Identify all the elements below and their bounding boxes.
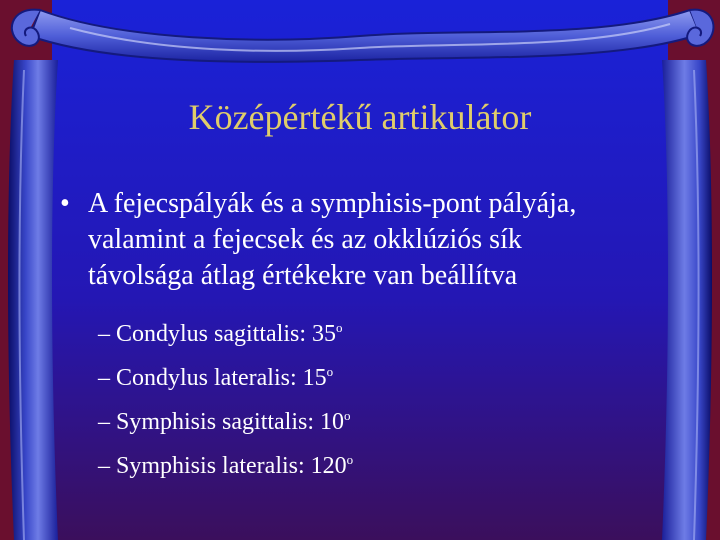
degree-sup: o xyxy=(346,452,354,467)
sub-item-dash: – xyxy=(98,453,110,479)
sub-item-condylus-sagittalis xyxy=(98,309,353,353)
sub-item-dash: – xyxy=(98,409,110,435)
bullet-text: A fejecspályák és a symphisis-pont pályája, valamint a fejecsek és az okklúziós sík távolsága átlag értékekre van beállítva xyxy=(88,188,577,291)
sub-item-label: Condylus sagittalis: 35 xyxy=(116,321,337,347)
sub-item-label: Condylus lateralis: 15 xyxy=(116,365,327,391)
sub-item-dash: – xyxy=(98,365,110,391)
degree-sup: o xyxy=(326,364,334,379)
bullet-marker: • xyxy=(60,188,70,219)
right-scroll-rod xyxy=(662,60,712,540)
slide-title: Középértékű artikulátor xyxy=(188,97,532,137)
sub-item-symphisis-sagittalis xyxy=(98,397,353,441)
degree-sup: o xyxy=(344,408,351,423)
sub-item-dash: – xyxy=(98,321,110,347)
degree-sup: o xyxy=(336,320,343,335)
left-scroll-rod xyxy=(8,60,58,540)
sub-item-label: Symphisis sagittalis: 10 xyxy=(116,409,345,435)
sub-item-label: Symphisis lateralis: 120 xyxy=(116,453,347,479)
sub-bullet-list xyxy=(98,309,353,485)
main-bullet xyxy=(60,186,700,294)
sub-item-condylus-lateralis xyxy=(98,353,353,397)
sub-item-symphisis-lateralis xyxy=(98,441,353,485)
